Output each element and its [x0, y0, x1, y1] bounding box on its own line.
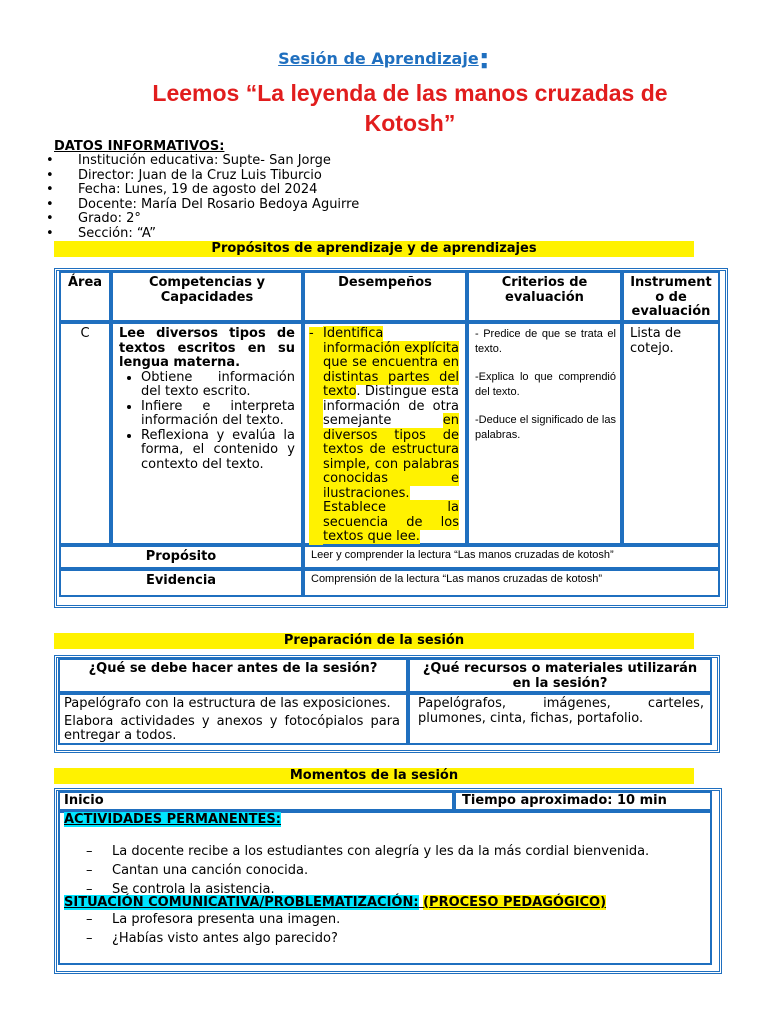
evidencia-label: Evidencia [59, 569, 303, 597]
desempeno-highlight-1: Identifica información explícita que se encuentra en distintas partes del texto [323, 326, 459, 399]
preparacion-antes-line: Papelógrafo con la estructura de las exposiciones. [64, 696, 391, 711]
capacidad-item: • Obtiene información del texto escrito. [141, 371, 295, 400]
competencia-text: Lee diversos tipos de textos escritos en su lengua materna. [119, 326, 295, 370]
preparacion-header-recursos: ¿Qué recursos o materiales utilizarán en la sesión? [408, 658, 712, 693]
preparacion-antes [58, 693, 408, 745]
preparacion-antes-line: Elabora actividades y anexos y fotocópialos para entregar a todos. [64, 713, 400, 743]
momentos-band: Momentos de la sesión [54, 768, 694, 784]
situacion-list [64, 910, 706, 948]
cell-desempenos [303, 322, 467, 545]
tiempo-label: Tiempo aproximado: 10 min [454, 791, 712, 811]
datos-heading: DATOS INFORMATIVOS: [54, 139, 225, 154]
cell-criterios [467, 322, 622, 545]
situacion-heading: SITUACIÓN COMUNICATIVA/PROBLEMATIZACIÓN: [64, 894, 419, 910]
capacidad-item: • Reflexiona y evalúa la forma, el contenido y contexto del texto. [141, 429, 295, 473]
header-area: Área [59, 271, 111, 322]
actividad-item: – Se controla la asistencia. [64, 880, 706, 899]
datos-item: • Docente: María Del Rosario Bedoya Aguirre [46, 198, 359, 213]
criterio-item: -Deduce el significado de las palabras. [475, 414, 616, 441]
proceso-pedagogico: (PROCESO PEDAGÓGICO) [423, 894, 607, 910]
evidencia-value: Comprensión de la lectura “Las manos cruzadas de kotosh” [303, 569, 720, 597]
actividad-item: – Cantan una canción conocida. [64, 861, 706, 880]
main-title-line2: Kotosh” [364, 110, 456, 136]
desempeno-highlight-2: en diversos tipos de textos de estructura simple, con palabras conocidas e ilustraciones. Establece la secuencia de los textos que lee. [323, 413, 459, 544]
datos-item: • Sección: “A” [46, 227, 359, 242]
situacion-item: – La profesora presenta una imagen. [64, 910, 706, 929]
desempeno-plain: . Distingue esta información de otra semejante [323, 384, 459, 428]
main-title [150, 78, 670, 138]
actividades-heading: ACTIVIDADES PERMANENTES: [64, 812, 281, 827]
preparacion-header-antes: ¿Qué se debe hacer antes de la sesión? [58, 658, 408, 693]
session-title [0, 38, 768, 75]
cell-area: C [59, 322, 111, 545]
situacion-item: – ¿Habías visto antes algo parecido? [64, 929, 706, 948]
criterio-item: -Explica lo que comprendió del texto. [475, 371, 616, 398]
cell-instrumento: Lista de cotejo. [622, 322, 720, 545]
capacidades-list [119, 371, 295, 473]
preparacion-recursos: Papelógrafos, imágenes, carteles, plumones, cinta, fichas, portafolio. [408, 693, 712, 745]
inicio-content [58, 811, 712, 965]
capacidad-item: • Infiere e interpreta información del texto. [141, 400, 295, 429]
datos-item: • Institución educativa: Supte- San Jorge [46, 154, 359, 169]
datos-item: • Grado: 2° [46, 212, 359, 227]
datos-item: • Fecha: Lunes, 19 de agosto del 2024 [46, 183, 359, 198]
datos-item: • Director: Juan de la Cruz Luis Tiburcio [46, 169, 359, 184]
header-criterios: Criterios de evaluación [467, 271, 622, 322]
proposito-label: Propósito [59, 545, 303, 569]
header-desempenos: Desempeños [303, 271, 467, 322]
session-title-text: Sesión de Aprendizaje [278, 49, 479, 68]
main-title-line1: Leemos “La leyenda de las manos cruzadas de [152, 80, 668, 106]
actividades-list [64, 842, 706, 899]
session-title-colon: : [478, 42, 490, 75]
header-instrumento: Instrument o de evaluación [622, 271, 720, 322]
actividad-item: – La docente recibe a los estudiantes con alegría y les da la más cordial bienvenida. [64, 842, 706, 861]
preparacion-band: Preparación de la sesión [54, 633, 694, 649]
header-competencias: Competencias y Capacidades [111, 271, 303, 322]
criterio-item: - Predice de que se trata el texto. [475, 328, 616, 355]
cell-competencias [111, 322, 303, 545]
desempeno-dash: - [309, 327, 323, 545]
inicio-label: Inicio [58, 791, 454, 811]
propositos-band: Propósitos de aprendizaje y de aprendizajes [54, 241, 694, 257]
proposito-value: Leer y comprender la lectura “Las manos cruzadas de kotosh” [303, 545, 720, 569]
datos-list [46, 154, 359, 241]
